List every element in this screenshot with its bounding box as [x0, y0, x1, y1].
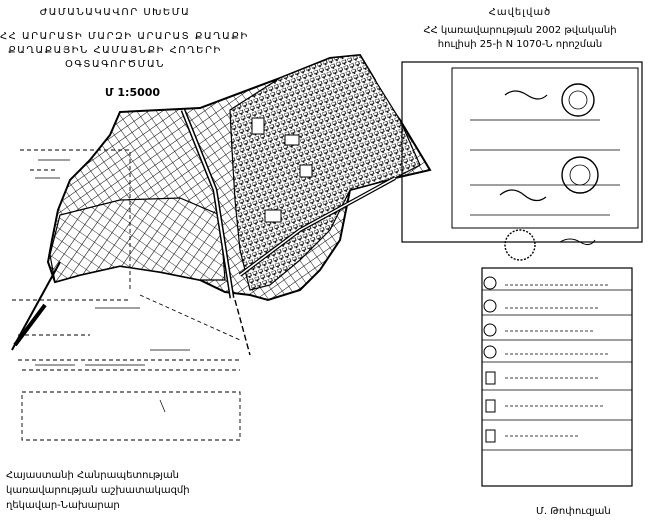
title-line-3: ՔԱՂԱՔԱՅԻՆ ՀԱՄԱՅՆՔԻ ՀՈՂԵՐԻ	[8, 45, 222, 56]
title-line-1: ԺԱՄԱՆԱԿԱՎՈՐ ՍԽԵՄԱ	[39, 7, 191, 18]
title-line-2: ՀՀ ԱՐԱՐԱՏԻ ՄԱՐԶԻ ԱՐԱՐԱՏ ՔԱՂԱՔԻ	[0, 31, 249, 42]
footer-line-2: կառավարության աշխատակազմի	[6, 485, 190, 496]
stamp-block	[402, 62, 642, 260]
approval-line-1: Հավելված	[488, 7, 552, 18]
footer-signatory-title	[6, 468, 190, 513]
footer-signatory-name: Մ. Թոփուզյան	[536, 506, 611, 517]
legend	[482, 268, 632, 486]
footer-line-3: ղեկավար-Նախարար	[6, 500, 120, 511]
approval-line-2: ՀՀ կառավարության 2002 թվականի	[423, 25, 617, 36]
approval-line-3: հուլիսի 25-ի N 1070-Ն որոշման	[437, 39, 603, 50]
map-scale: Մ 1:5000	[105, 86, 161, 99]
footer-line-1: Հայաստանի Հանրապետության	[6, 470, 180, 481]
title-line-4: ՕԳՏԱԳՈՐԾՄԱՆ	[65, 59, 165, 70]
